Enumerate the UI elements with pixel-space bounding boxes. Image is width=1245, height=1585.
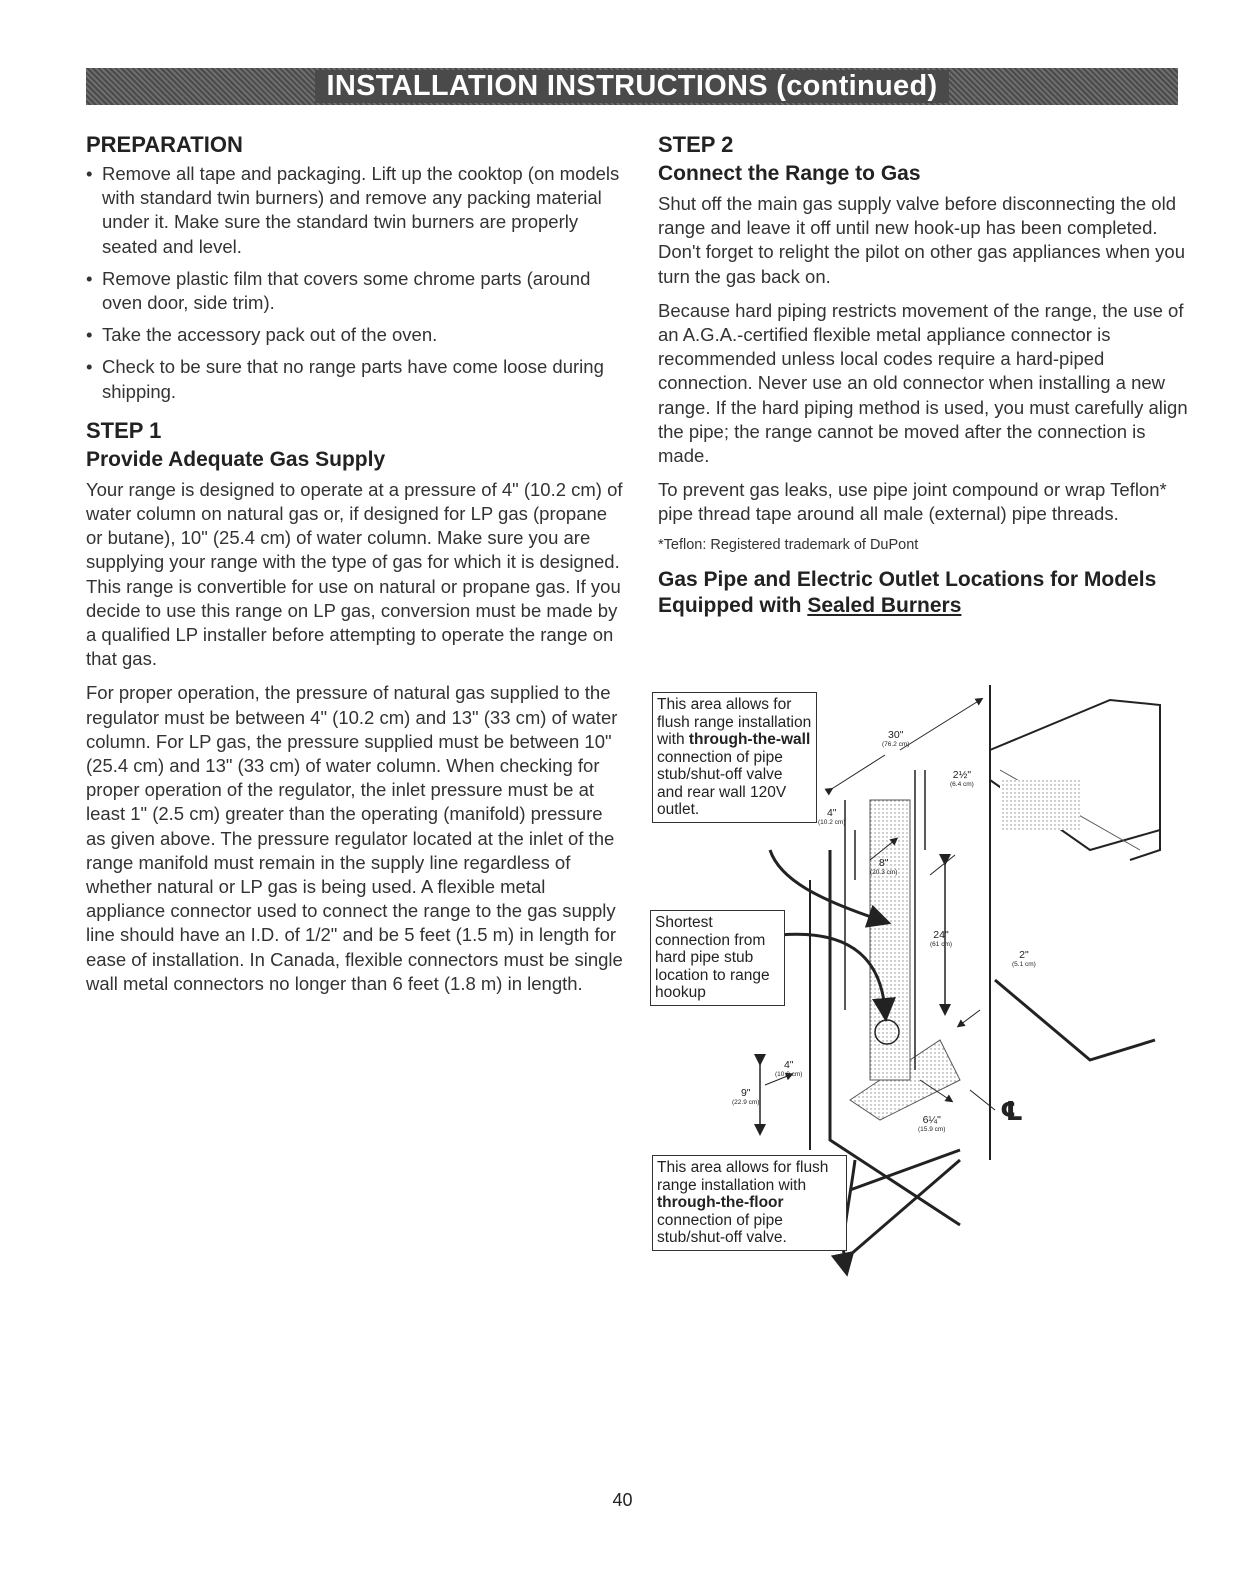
callout-through-wall: This area allows for flush range installation with through-the-wall connection of pipe stub/shut-off valve and rear wall 120V outlet. bbox=[652, 692, 817, 823]
callout-through-floor: This area allows for flush range installation with through-the-floor connection of pipe stub/shut-off valve. bbox=[652, 1155, 847, 1251]
centerline-symbol: ℄ bbox=[1000, 1096, 1024, 1126]
header-title: INSTALLATION INSTRUCTIONS (continued) bbox=[315, 70, 950, 103]
dim-30-inch: 30" (76.2 cm) bbox=[882, 729, 910, 748]
step2-paragraph: Because hard piping restricts movement of the range, the use of an A.G.A.-certified flexible metal appliance connector is recommended unless local codes require a hard-piped connection. Never use an old connector when installing a new range. If the hard piping method is used, you must carefully align the pipe; the range cannot be moved after the connection is made. bbox=[658, 299, 1188, 467]
dim-2-inch: 2" (5.1 cm) bbox=[1012, 949, 1036, 968]
page-number: 40 bbox=[612, 1490, 633, 1510]
left-column bbox=[86, 132, 626, 1006]
dim-4-inch-bottom: 4" (10.2 cm) bbox=[775, 1059, 803, 1078]
preparation-item: • Check to be sure that no range parts have come loose during shipping. bbox=[86, 355, 626, 403]
dim-6-quarter-inch: 6¼" (15.9 cm) bbox=[918, 1114, 946, 1133]
preparation-heading: PREPARATION bbox=[86, 132, 243, 157]
step1-label: STEP 1 bbox=[86, 417, 162, 443]
dim-9-inch: 9" (22.9 cm) bbox=[732, 1087, 760, 1106]
header-banner bbox=[86, 68, 1178, 105]
step2-label: STEP 2 bbox=[658, 132, 734, 157]
preparation-item: • Remove all tape and packaging. Lift up the cooktop (on models with standard twin burners) and remove any packing material under it. Make sure the standard twin burners are properly seated and level. bbox=[86, 162, 626, 259]
gas-pipe-diagram bbox=[650, 680, 1170, 1280]
step2-title: Connect the Range to Gas bbox=[658, 162, 921, 185]
callout-shortest-connection: Shortest connection from hard pipe stub location to range hookup bbox=[650, 910, 785, 1006]
step2-paragraph: Shut off the main gas supply valve before disconnecting the old range and leave it off until new hook-up has been completed. Don't forget to relight the pilot on other gas appliances when you turn the gas back on. bbox=[658, 193, 1186, 287]
dim-8-inch: 8" (20.3 cm) bbox=[870, 857, 898, 876]
preparation-item: • Remove plastic film that covers some chrome parts (around oven door, side trim). bbox=[86, 267, 626, 315]
step1-paragraph: For proper operation, the pressure of natural gas supplied to the regulator must be between 4" (10.2 cm) and 13" (33 cm) of water column. For LP gas, the pressure supplied must be between 10" (25.4 cm) and 13" (33 cm) of water column. When checking for proper operation of the regulator, the inlet pressure must be at least 1" (2.5 cm) greater than the operating (manifold) pressure as given above. The pressure regulator located at the inlet of the range manifold must remain in the supply line regardless of whether natural or LP gas is being used. A flexible metal appliance connector used to connect the range to the gas supply line should have an I.D. of 1/2" and be 5 feet (1.5 m) in length for ease of installation. In Canada, flexible connectors must be single wall metal connectors no longer than 6 feet (1.8 m) in length. bbox=[86, 682, 623, 994]
step1-paragraph: Your range is designed to operate at a pressure of 4" (10.2 cm) of water column on natural gas or, if designed for LP gas (propane or butane), 10" (25.4 cm) of water column. Make sure you are supplying your range with the type of gas for which it is designed. This range is convertible for use on natural or propane gas. If you decide to use this range on LP gas, conversion must be made by a qualified LP installer before attempting to operate the range on that gas. bbox=[86, 478, 623, 670]
dim-4-inch-top: 4" (10.2 cm) bbox=[818, 807, 846, 826]
right-column bbox=[658, 132, 1198, 619]
preparation-item: • Take the accessory pack out of the oven. bbox=[86, 323, 626, 347]
dim-24-inch: 24" (61 cm) bbox=[930, 929, 953, 948]
step2-paragraph: To prevent gas leaks, use pipe joint compound or wrap Teflon* pipe thread tape around all male (external) pipe threads. bbox=[658, 479, 1167, 525]
diagram-title: Gas Pipe and Electric Outlet Locations for Models Equipped with Sealed Burners bbox=[658, 567, 1157, 617]
step1-title: Provide Adequate Gas Supply bbox=[86, 447, 386, 471]
teflon-footnote: *Teflon: Registered trademark of DuPont bbox=[658, 536, 919, 553]
preparation-list bbox=[86, 162, 626, 404]
dim-2-half-inch: 2½" (6.4 cm) bbox=[950, 769, 974, 788]
